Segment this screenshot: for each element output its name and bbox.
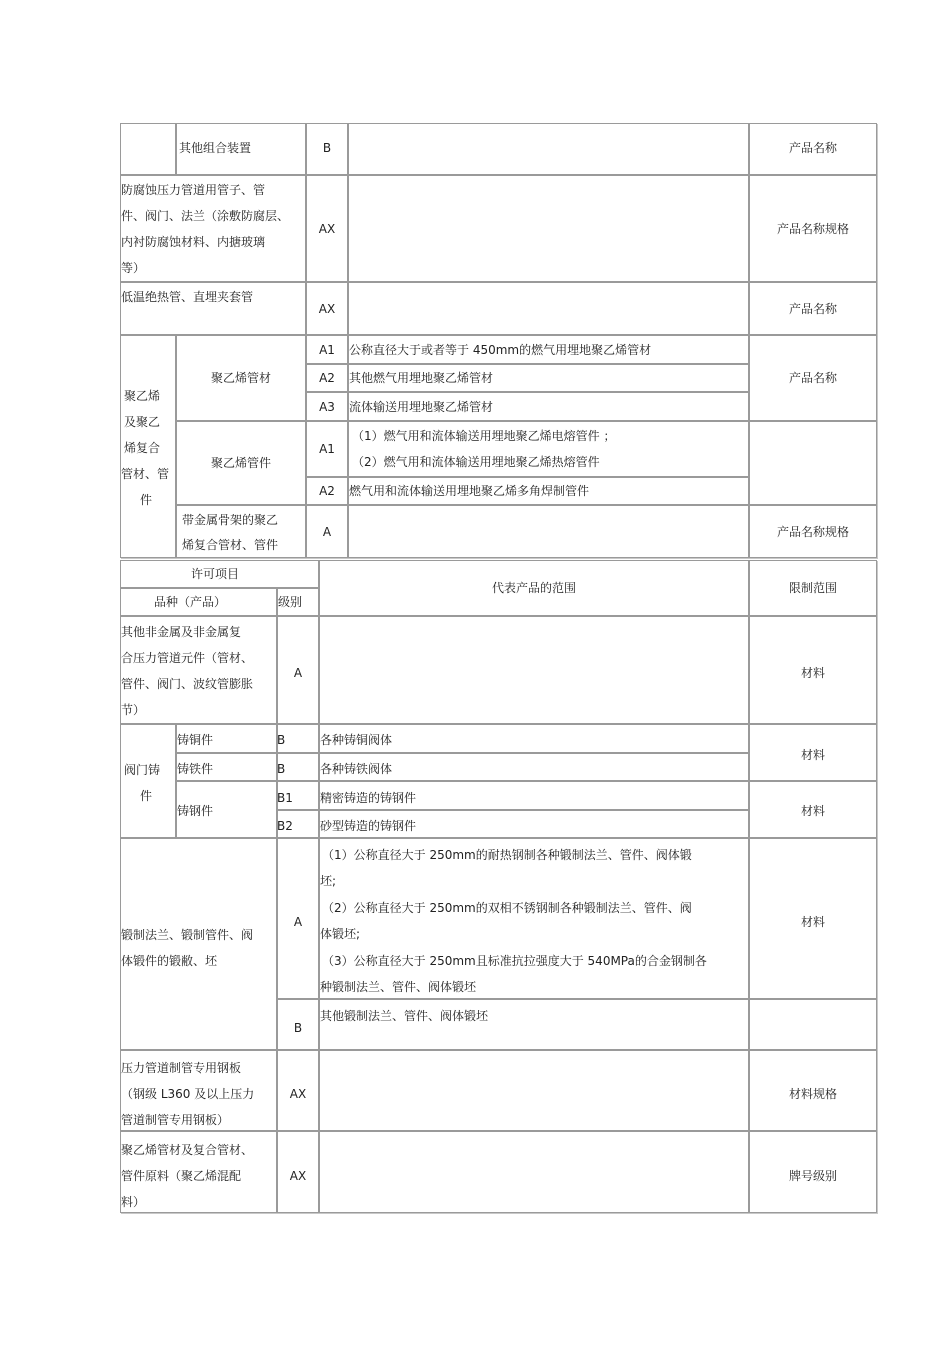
range-cell: （2）公称直径大于 250mm的双相不锈钢制各种锻制法兰、管件、阀 xyxy=(322,901,692,915)
product-name: 其他组合装置 xyxy=(179,141,252,155)
header-variety: 品种（产品） xyxy=(153,595,226,609)
product-name: 其他非金属及非金属复 xyxy=(121,625,242,639)
range-cell: 各种铸铜阀体 xyxy=(320,733,393,747)
level-cell: B xyxy=(277,762,286,776)
table-cell xyxy=(319,1050,749,1131)
range-cell: 砂型铸造的铸钢件 xyxy=(320,819,417,833)
header-range: 代表产品的范围 xyxy=(491,581,576,595)
limit-cell: 材料 xyxy=(800,666,825,680)
level-cell: A xyxy=(293,666,303,680)
range-cell: 种锻制法兰、管件、阀体锻坯 xyxy=(320,980,477,994)
table-cell xyxy=(348,123,749,175)
level-cell: A2 xyxy=(319,484,335,498)
group-name: 及聚乙 xyxy=(124,415,161,429)
product-name: 件、阀门、法兰（涂敷防腐层、 xyxy=(121,209,290,223)
table-cell xyxy=(348,505,749,558)
header-limit: 限制范围 xyxy=(788,581,837,595)
product-name: 管件原料（聚乙烯混配 xyxy=(121,1169,242,1183)
range-cell: 坯; xyxy=(320,874,337,888)
product-name: 压力管道制管专用钢板 xyxy=(121,1061,242,1075)
level-cell: B xyxy=(293,1021,303,1035)
range-cell: （2）燃气用和流体输送用埋地聚乙烯热熔管件 xyxy=(352,455,600,469)
product-name: 聚乙烯管件 xyxy=(210,456,271,470)
limit-cell: 材料规格 xyxy=(788,1087,837,1101)
limit-cell: 产品名称 xyxy=(788,141,837,155)
range-cell: （3）公称直径大于 250mm且标准抗拉强度大于 540MPa的合金钢制各 xyxy=(322,954,707,968)
group-name: 烯复合 xyxy=(124,441,161,455)
range-cell: （1）公称直径大于 250mm的耐热钢制各种锻制法兰、管件、阀体锻 xyxy=(322,848,692,862)
range-cell: 各种铸铁阀体 xyxy=(320,762,393,776)
level-cell: B xyxy=(277,733,286,747)
product-name: 铸钢件 xyxy=(177,804,214,818)
product-name: 聚乙烯管材 xyxy=(210,371,271,385)
product-name: 聚乙烯管材及复合管材、 xyxy=(121,1143,254,1157)
header-level: 级别 xyxy=(278,595,303,609)
header-license-item: 许可项目 xyxy=(190,567,239,581)
level-cell: A3 xyxy=(319,400,335,414)
range-cell: 其他锻制法兰、管件、阀体锻坯 xyxy=(320,1009,489,1023)
product-name: 合压力管道元件（管材、 xyxy=(121,651,254,665)
range-cell: 体锻坯; xyxy=(320,927,361,941)
group-name: 管材、管 xyxy=(121,467,170,481)
level-cell: AX xyxy=(318,222,336,236)
product-name: （钢级 L360 及以上压力 xyxy=(121,1087,255,1101)
limit-cell: 产品名称 xyxy=(788,302,837,316)
table-cell xyxy=(319,616,749,724)
table-cell xyxy=(120,123,176,175)
product-name: 内衬防腐蚀材料、内搪玻璃 xyxy=(121,235,266,249)
level-cell: B xyxy=(322,141,332,155)
product-name: 管件、阀门、波纹管膨胀 xyxy=(121,677,254,691)
level-cell: A xyxy=(322,525,332,539)
product-name: 料） xyxy=(121,1195,146,1209)
level-cell: B1 xyxy=(277,791,293,805)
group-name: 聚乙烯 xyxy=(124,389,161,403)
limit-cell: 产品名称规格 xyxy=(776,222,849,236)
product-name: 节） xyxy=(121,703,146,717)
product-name: 锻制法兰、锻制管件、阀 xyxy=(121,928,254,942)
level-cell: AX xyxy=(318,302,336,316)
level-cell: A2 xyxy=(319,371,335,385)
limit-cell: 产品名称 xyxy=(788,371,837,385)
limit-cell: 产品名称规格 xyxy=(776,525,849,539)
level-cell: A xyxy=(293,915,303,929)
limit-cell: 材料 xyxy=(800,915,825,929)
product-name: 防腐蚀压力管道用管子、管 xyxy=(121,183,266,197)
table-cell xyxy=(749,421,877,505)
table-cell xyxy=(749,999,877,1050)
range-cell: 流体输送用埋地聚乙烯管材 xyxy=(349,400,494,414)
product-name: 等） xyxy=(121,261,146,275)
group-name: 阀门铸 xyxy=(124,763,161,777)
group-name: 件 xyxy=(140,789,153,803)
range-cell: 精密铸造的铸钢件 xyxy=(320,791,417,805)
product-name: 低温绝热管、直埋夹套管 xyxy=(121,290,254,304)
level-cell: A1 xyxy=(319,442,335,456)
level-cell: B2 xyxy=(277,819,293,833)
range-cell: （1）燃气用和流体输送用埋地聚乙烯电熔管件 ； xyxy=(352,429,616,443)
product-name: 烯复合管材、管件 xyxy=(182,538,279,552)
table-cell xyxy=(348,282,749,335)
product-name: 铸铜件 xyxy=(177,733,214,747)
product-name: 管道制管专用钢板） xyxy=(121,1113,230,1127)
level-cell: A1 xyxy=(319,343,335,357)
group-name: 件 xyxy=(140,493,153,507)
product-name: 带金属骨架的聚乙 xyxy=(182,513,279,527)
range-cell: 公称直径大于或者等于 450mm的燃气用埋地聚乙烯管材 xyxy=(349,343,652,357)
limit-cell: 材料 xyxy=(800,804,825,818)
table-cell xyxy=(348,175,749,282)
limit-cell: 牌号级别 xyxy=(788,1169,837,1183)
limit-cell: 材料 xyxy=(800,748,825,762)
level-cell: AX xyxy=(289,1169,307,1183)
product-name: 体锻件的锻敝、坯 xyxy=(121,954,218,968)
range-cell: 其他燃气用埋地聚乙烯管材 xyxy=(349,371,494,385)
table-cell xyxy=(319,1131,749,1213)
range-cell: 燃气用和流体输送用埋地聚乙烯多角焊制管件 xyxy=(349,484,590,498)
product-name: 铸铁件 xyxy=(177,762,214,776)
level-cell: AX xyxy=(289,1087,307,1101)
